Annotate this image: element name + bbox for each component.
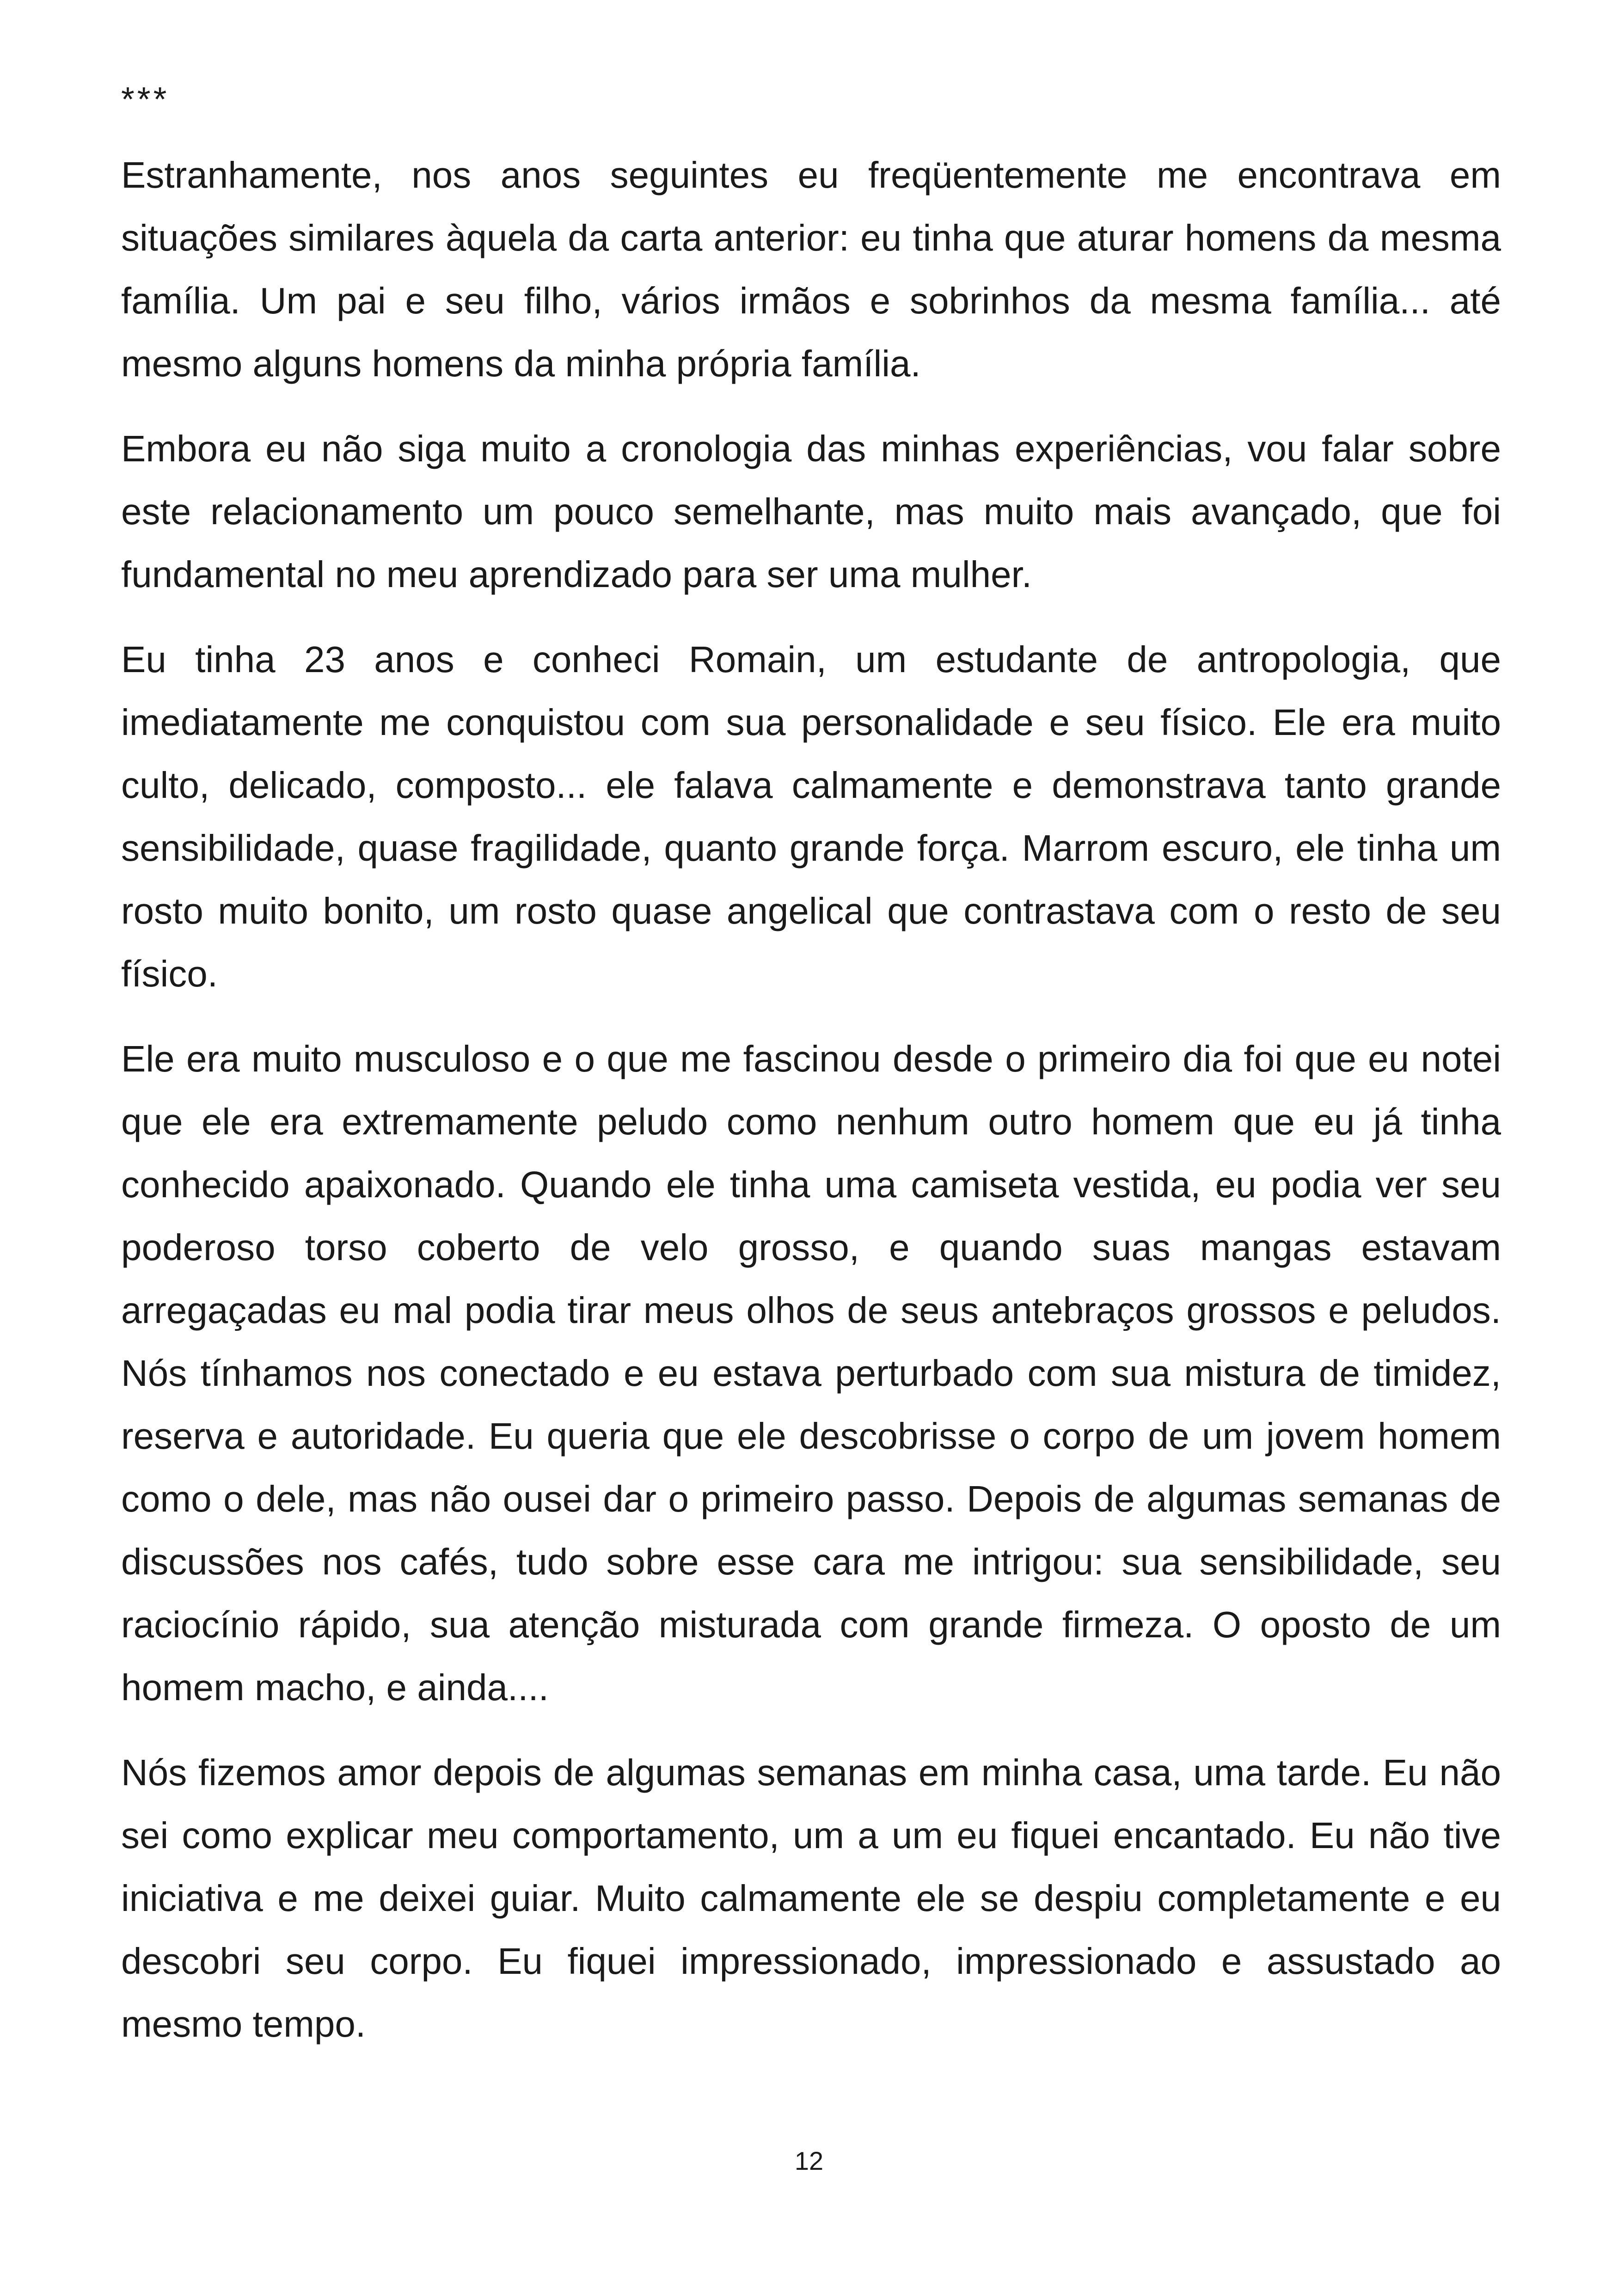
section-separator: *** [121,80,170,118]
paragraph: Embora eu não siga muito a cronologia das minhas experiências, vou falar sobre este relacionamento um pouco semelhante, mas muito mais avançado, que foi fundamental no meu aprendizado para ser uma mulher. [121,428,1501,595]
paragraph: Ele era muito musculoso e o que me fascinou desde o primeiro dia foi que eu notei que ele era extremamente peludo como nenhum outro homem que eu já tinha conhecido apaixonado. Quando ele tinha uma camiseta vestida, eu podia ver seu poderoso torso coberto de velo grosso, e quando suas mangas estavam arregaçadas eu mal podia tirar meus olhos de seus antebraços grossos e peludos. Nós tínhamos nos conectado e eu estava perturbado com sua mistura de timidez, reserva e autoridade. Eu queria que ele descobrisse o corpo de um jovem homem como o dele, mas não ousei dar o primeiro passo. Depois de algumas semanas de discussões nos cafés, tudo sobre esse cara me intrigou: sua sensibilidade, seu raciocínio rápido, sua atenção misturada com grande firmeza. O oposto de um homem macho, e ainda.... [121,1038,1501,1708]
paragraph: Nós fizemos amor depois de algumas semanas em minha casa, uma tarde. Eu não sei como explicar meu comportamento, um a um eu fiquei encantado. Eu não tive iniciativa e me deixei guiar. Muito calmamente ele se despiu completamente e eu descobri seu corpo. Eu fiquei impressionado, impressionado e assustado ao mesmo tempo. [121,1752,1501,2045]
page-number: 12 [794,2146,824,2175]
paragraph: Eu tinha 23 anos e conheci Romain, um estudante de antropologia, que imediatamente me conquistou com sua personalidade e seu físico. Ele era muito culto, delicado, composto... ele falava calmamente e demonstrava tanto grande sensibilidade, quase fragilidade, quanto grande força. Marrom escuro, ele tinha um rosto muito bonito, um rosto quase angelical que contrastava com o resto de seu físico. [121,639,1501,994]
paragraph: Estranhamente, nos anos seguintes eu freqüentemente me encontrava em situações similares àquela da carta anterior: eu tinha que aturar homens da mesma família. Um pai e seu filho, vários irmãos e sobrinhos da mesma família... até mesmo alguns homens da minha própria família. [121,154,1501,384]
page-content [121,76,1501,2078]
